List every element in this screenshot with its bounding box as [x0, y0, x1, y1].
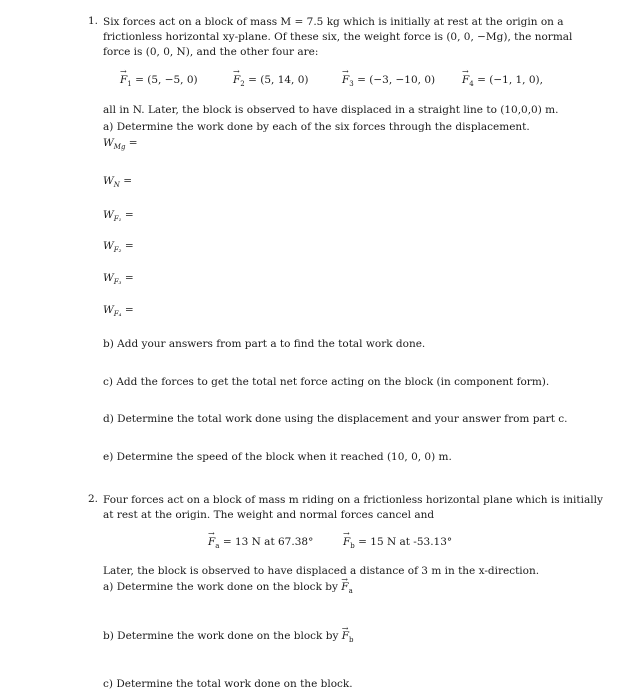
problem-2-intro-line-1: Four forces act on a block of mass m riding on a frictionless horizontal plane which is initially [103, 494, 603, 506]
work-f1: $W_{F_1}$ = [103, 209, 134, 224]
force-f2: → $F_2 = (5$, 14, 0) [233, 74, 309, 88]
problem-1-intro-line-2: frictionless horizontal xy-plane. Of these six, the weight force is (0, 0, −Mg), the normal [103, 31, 573, 43]
problem-1-part-c: c) Add the forces to get the total net force acting on the block (in component form). [103, 376, 550, 388]
problem-1-part-d: d) Determine the total work done using the displacement and your answer from part c. [103, 413, 568, 425]
problem-1-intro-line-3: force is (0, 0, N), and the other four are: [103, 46, 319, 58]
problem-2-part-c: c) Determine the total work done on the block. [103, 678, 353, 690]
problem-1-part-e: e) Determine the speed of the block when it reached (10, 0, 0) m. [103, 451, 452, 463]
problem-1-number: 1. [88, 15, 99, 27]
force-f3: → $F_3 = (-3$, −10, 0) [342, 74, 435, 88]
problem-2-after-line: Later, the block is observed to have displaced a distance of 3 m in the x-direction. [103, 565, 540, 577]
problem-1-part-a: a) Determine the work done by each of the six forces through the displacement. [103, 121, 530, 133]
force-fb: → $F_b = 15$ N at -53.13° [343, 536, 452, 550]
problem-2-number: 2. [88, 493, 99, 505]
force-f4: → $F_4 = (-1$, 1, 0), [462, 74, 543, 88]
work-n: $W_N$ = [103, 175, 133, 190]
problem-1-after-line: all in N. Later, the block is observed to have displaced in a straight line to (10,0,0) m. [103, 104, 559, 116]
problem-2-part-b: b) Determine the work done on the block by → $F_b$ [103, 629, 354, 647]
problem-2-intro-line-2: at rest at the origin. The weight and normal forces cancel and [103, 509, 435, 521]
force-f1: → $F_1 = (5$, −5, 0) [120, 74, 198, 88]
force-fa: → $F_a = 13$ N at 67.38° [208, 536, 313, 550]
work-f2: $W_{F_2}$ = [103, 240, 134, 255]
work-f4: $W_{F_4}$ = [103, 304, 134, 319]
problem-1-intro-line-1: Six forces act on a block of mass M = 7.5 kg which is initially at rest at the origin on a [103, 16, 564, 28]
work-mg: $W_{Mg}$ = [103, 137, 138, 152]
problem-2-part-a: a) Determine the work done on the block by → $F_a$ [103, 580, 353, 598]
work-f3: $W_{F_3}$ = [103, 272, 134, 287]
problem-1-part-b: b) Add your answers from part a to find the total work done. [103, 338, 426, 350]
